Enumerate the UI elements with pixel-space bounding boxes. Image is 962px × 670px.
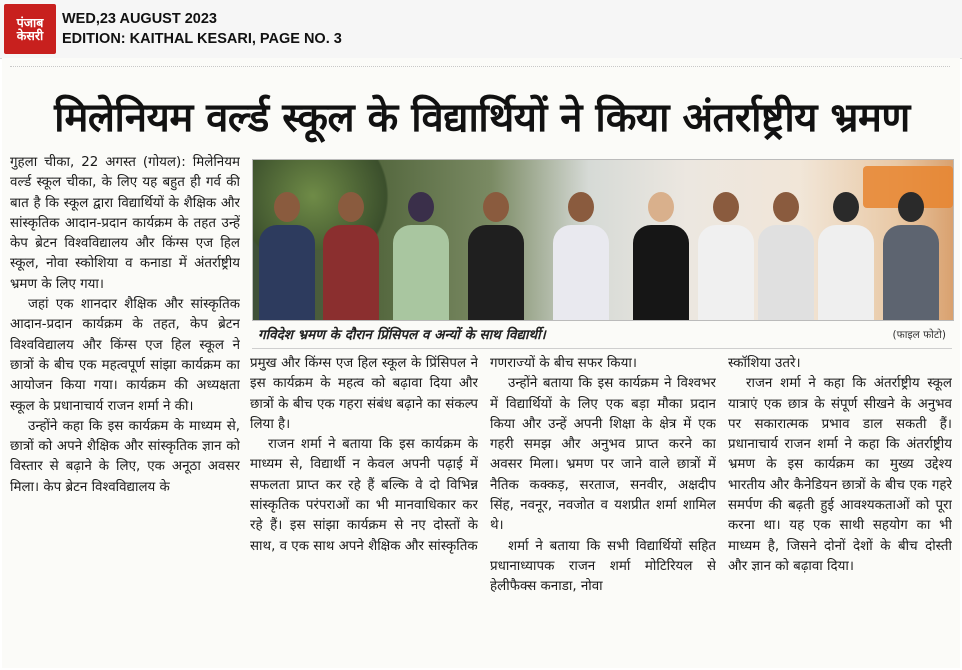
punjab-kesari-logo: [4, 4, 56, 54]
article-headline: मिलेनियम वर्ल्ड स्कूल के विद्यार्थियों ने किया अंतर्राष्ट्रीय भ्रमण: [54, 95, 910, 141]
paragraph: उन्होंने कहा कि इस कार्यक्रम के माध्यम से, छात्रों को अपने शैक्षिक और सांस्कृतिक ज्ञान को विस्तार से बढ़ाने के लिए, एक अनूठा अवसर मिला। केप ब्रेटन विश्वविद्यालय के: [10, 418, 240, 495]
paragraph: गणराज्यों के बीच सफर किया।: [490, 356, 637, 371]
photo-person: [758, 192, 814, 320]
photo-caption-bar: [252, 322, 952, 349]
article-column-2: [250, 354, 478, 666]
logo-line-1: पंजाब: [16, 14, 44, 30]
photo-caption: गविदेश भ्रमण के दौरान प्रिंसिपल व अन्यों के साथ विद्यार्थी।: [258, 327, 546, 343]
photo-person: [698, 192, 754, 320]
photo-person: [553, 192, 609, 320]
article-column-1: [10, 153, 240, 663]
paragraph: जहां एक शानदार शैक्षिक और सांस्कृतिक आदान-प्रदान कार्यक्रम के तहत, केप ब्रेटन विश्वविद्यालय और किंग्स एज हिल स्कूल ने छात्रों के बीच एक महत्वपूर्ण सांझा कार्यक्रम का आयोजन किया गया। कार्यक्रम की अध्यक्षता स्कूल के प्रधानाचार्य राजन शर्मा ने की।: [10, 297, 240, 414]
paragraph: उन्होंने बताया कि इस कार्यक्रम ने विश्वभर में विद्यार्थियों के लिए एक बड़ा मौका प्रदान किया और उन्हें अपनी शिक्षा के क्षेत्र में एक गहरी समझ और अनुभव प्राप्त करने का अवसर मिला। भ्रमण पर जाने वाले छात्रों में नैतिक कक्कड़, सरताज, सनवीर, अक्षदीप सिंह, नवनूर, नवजोत व यशप्रीत शर्मा शामिल थे।: [490, 376, 716, 534]
newspaper-clipping: [2, 58, 960, 668]
edition-info: EDITION: KAITHAL KESARI, PAGE NO. 3: [62, 31, 342, 47]
paragraph: गुहला चीका, 22 अगस्त (गोयल): मिलेनियम वर्ल्ड स्कूल चीका, के लिए यह बहुत ही गर्व की बात है कि स्कूल द्वारा विद्यार्थियों के शैक्षिक और सांस्कृतिक आदान-प्रदान कार्यक्रम के तहत उन्हें केप ब्रेटन विश्वविद्यालय और किंग्स एज हिल स्कूल, नोवा स्कोशिया व कनाडा में अंतर्राष्ट्रीय भ्रमण के लिए गया।: [10, 155, 240, 292]
paragraph: राजन शर्मा ने बताया कि इस कार्यक्रम के माध्यम से, विद्यार्थी न केवल अपनी पढ़ाई में सफलता प्राप्त कर रहे हैं बल्कि वे दो विभिन्न सांस्कृतिक परंपराओं का भी मानवाधिकार कर रहे हैं। इस सांझा कार्यक्रम से नए दोस्तों के साथ, व एक साथ अपने शैक्षिक और सांस्कृतिक: [250, 437, 478, 554]
article-column-4: [728, 354, 952, 666]
photo-person: [883, 192, 939, 320]
photo-person: [468, 192, 524, 320]
paragraph: स्कॉशिया उतरे।: [728, 356, 801, 371]
publication-date: WED,23 AUGUST 2023: [62, 11, 217, 27]
article-photo: [252, 159, 954, 321]
clipping-header-bar: [0, 0, 962, 59]
cut-edge: [10, 58, 950, 67]
article-column-3: [490, 354, 716, 666]
logo-line-2: केसरी: [16, 28, 44, 43]
photo-person: [259, 192, 315, 320]
paragraph: राजन शर्मा ने कहा कि अंतर्राष्ट्रीय स्कूल यात्राएं एक छात्र के संपूर्ण सीखने के अनुभव पर सकारात्मक प्रभाव डाल सकती हैं। प्रधानाचार्य राजन शर्मा ने कहा कि अंतर्राष्ट्रीय भ्रमण के इस कार्यक्रम का मुख्य उद्देश्य भारतीय और कैनेडियन छात्रों के बीच एक गहरे समर्पण की बढ़ती हुई आवश्यकताओं को पूरा करना था। यह एक साथी सहयोग का भी माध्यम है, जिसने दोनों देशों के बीच दोस्ती और ज्ञान को बढ़ावा दिया।: [728, 376, 952, 574]
photo-person: [818, 192, 874, 320]
photo-person: [633, 192, 689, 320]
photo-credit: (फाइल फोटो): [892, 329, 946, 341]
paragraph: प्रमुख और किंग्स एज हिल स्कूल के प्रिंसिपल ने इस कार्यक्रम के महत्व को बढ़ावा दिया और छात्रों के बीच एक गहरा संबंध बढ़ाने का संकल्प लिया है।: [250, 356, 478, 432]
paragraph: शर्मा ने बताया कि सभी विद्यार्थियों सहित प्रधानाध्यापक राजन शर्मा मोटिरियल से हेलीफैक्स कनाडा, नोवा: [490, 538, 716, 595]
clipping-meta: [62, 9, 342, 49]
photo-person: [393, 192, 449, 320]
photo-person: [323, 192, 379, 320]
